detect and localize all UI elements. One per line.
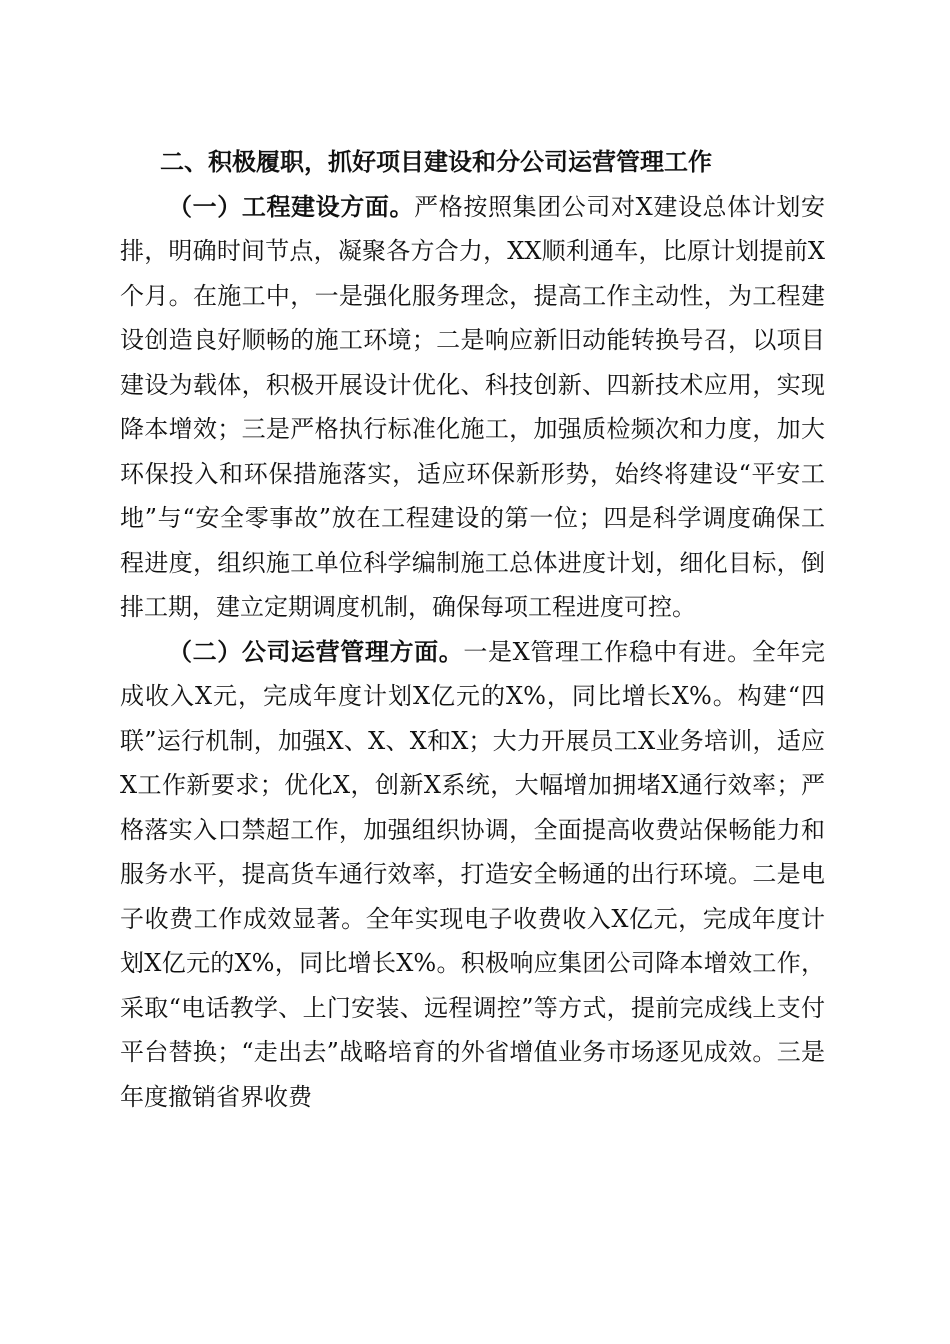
- paragraph-lead: （一）工程建设方面。: [168, 192, 415, 221]
- paragraph-text: 一是X管理工作稳中有进。全年完成收入X元，完成年度计划X亿元的X%，同比增长X%。构建“四联”运行机制，加强X、X、X和X；大力开展员工X业务培训，适应X工作新要求；优化X，创新X系统，大幅增加拥堵X通行效率；严格落实入口禁超工作，加强组织协调，全面提高收费站保畅能力和服务水平，提高货车通行效率，打造安全畅通的出行环境。二是电子收费工作成效显著。全年实现电子收费收入X亿元，完成年度计划X亿元的X%，同比增长X%。积极响应集团公司降本增效工作，采取“电话教学、上门安装、远程调控”等方式，提前完成线上支付平台替换；“走出去”战略培育的外省增值业务市场逐见成效。三是年度撤销省界收费: [120, 637, 825, 1111]
- document-body: [120, 140, 825, 1119]
- section-heading: 二、积极履职，抓好项目建设和分公司运营管理工作: [160, 148, 712, 176]
- paragraph-operations: [120, 630, 825, 1120]
- paragraph-text: 严格按照集团公司对X建设总体计划安排，明确时间节点，凝聚各方合力，XX顺利通车，比原计划提前X个月。在施工中，一是强化服务理念，提高工作主动性，为工程建设创造良好顺畅的施工环境；二是响应新旧动能转换号召，以项目建设为载体，积极开展设计优化、科技创新、四新技术应用，实现降本增效；三是严格执行标准化施工，加强质检频次和力度，加大环保投入和环保措施落实，适应环保新形势，始终将建设“平安工地”与“安全零事故”放在工程建设的第一位；四是科学调度确保工程进度，组织施工单位科学编制施工总体进度计划，细化目标，倒排工期，建立定期调度机制，确保每项工程进度可控。: [120, 192, 825, 621]
- paragraph-lead: （二）公司运营管理方面。: [168, 637, 464, 666]
- paragraph-engineering: [120, 185, 825, 630]
